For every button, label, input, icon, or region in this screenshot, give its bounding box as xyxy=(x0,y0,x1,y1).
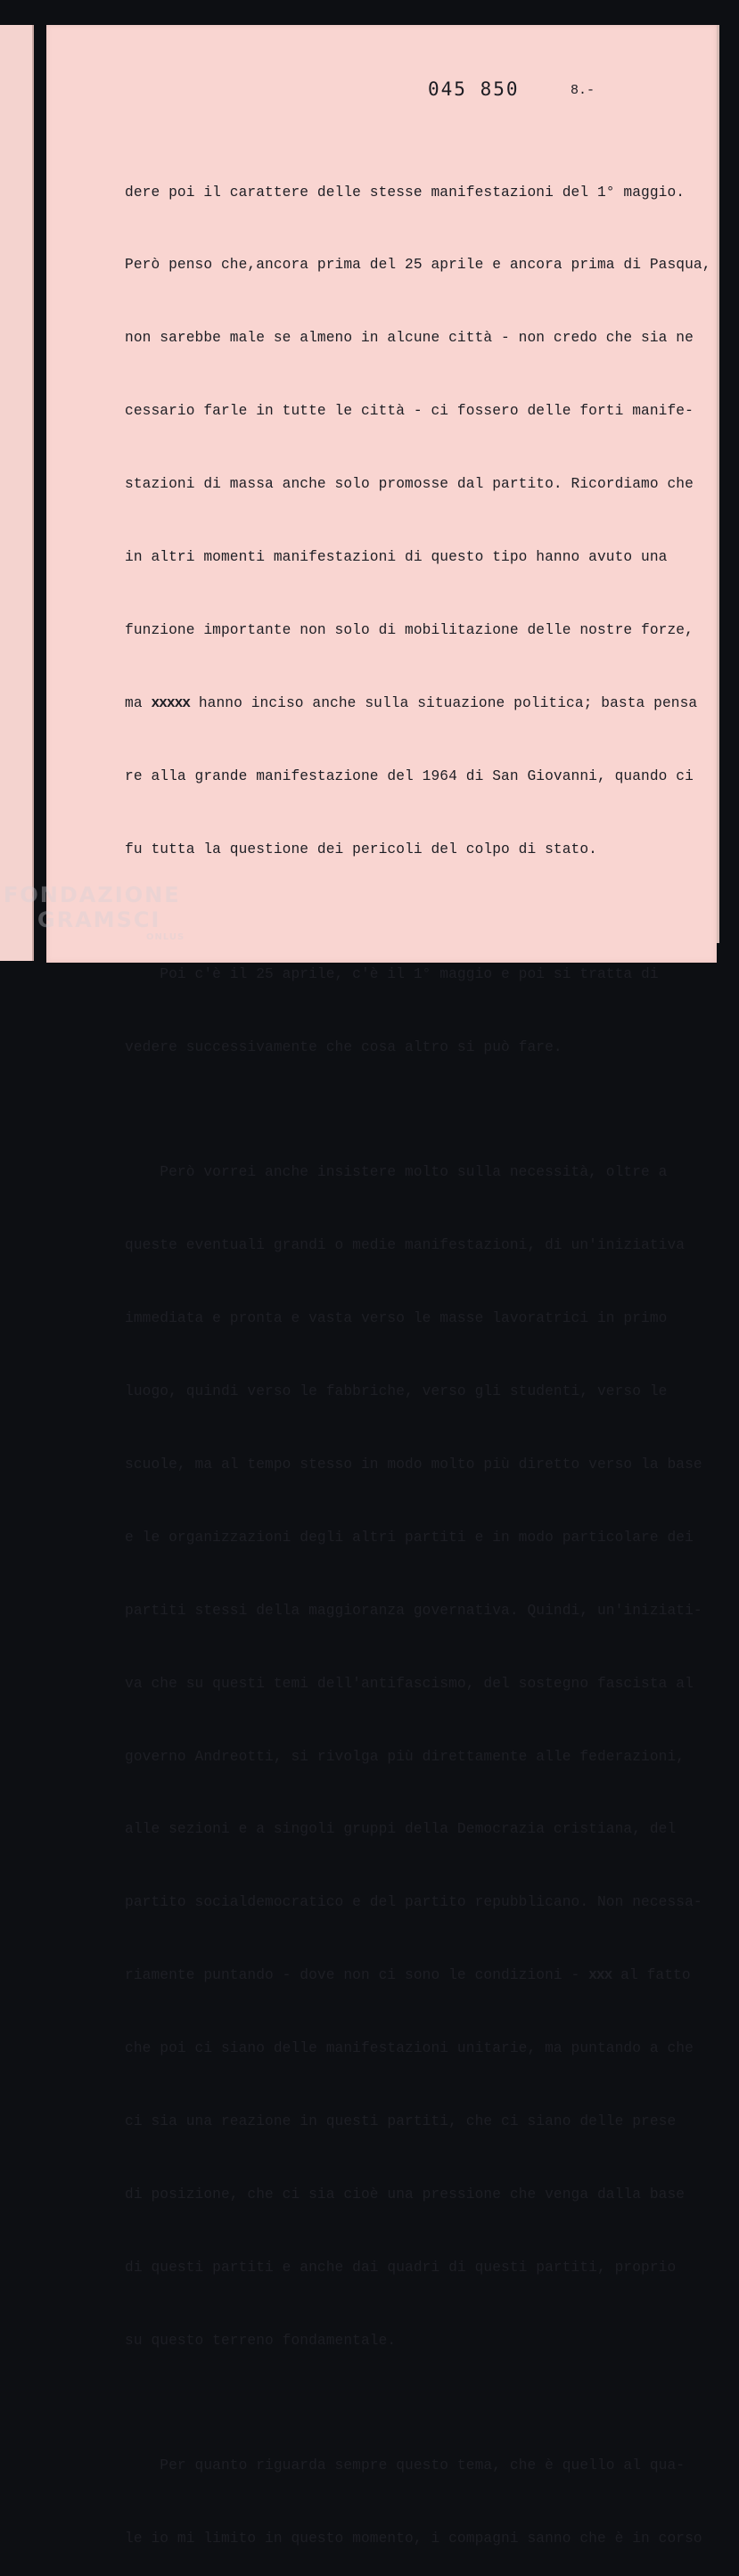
watermark-line: FONDAZIONE xyxy=(4,882,181,907)
text-line xyxy=(125,1964,704,1988)
text-line: ci sia una reazione in questi partiti, che ci siano delle prese xyxy=(125,2113,677,2130)
text-line: Però vorrei anche insistere molto sulla necessità, oltre a xyxy=(125,1164,668,1181)
text-line: scuole, ma al tempo stesso in modo molto più diretto verso la base xyxy=(125,1456,702,1473)
text-line: non sarebbe male se almeno in alcune città - non credo che sia ne xyxy=(125,330,694,347)
text-line: governo Andreotti, si rivolga più direttamente alle federazioni, xyxy=(125,1748,686,1765)
watermark-line: GRAMSCI xyxy=(37,907,161,932)
text-line: luogo, quindi verso le fabbriche, verso gli studenti, verso le xyxy=(125,1383,668,1400)
text-fragment: hanno inciso anche sulla situazione politica; basta pensa xyxy=(190,694,698,711)
text-line: le io mi limito in questo momento, i compagni sanno che è in corso xyxy=(125,2531,702,2547)
text-line: re alla grande manifestazione del 1964 di San Giovanni, quando ci xyxy=(125,767,694,784)
struck-word: xxxxx xyxy=(151,694,191,711)
archive-stamp-number: 045 850 xyxy=(428,78,520,100)
text-fragment: ma xyxy=(125,694,152,711)
text-line: immediata e pronta e vasta verso le masse lavoratrici in primo xyxy=(125,1310,668,1327)
text-line xyxy=(125,692,704,716)
text-fragment: riamente puntando - dove non ci sono le condizioni - xyxy=(125,1967,589,1984)
text-line: in altri momenti manifestazioni di questo tipo hanno avuto una xyxy=(125,549,668,566)
text-line: partito socialdemocratico e del partito repubblicano. Non necessa- xyxy=(125,1894,702,1911)
page-number: 8.- xyxy=(571,83,595,98)
text-line: alle sezioni e a singoli gruppi della Democrazia cristiana, del xyxy=(125,1821,677,1838)
text-line: su questo terreno fondamentale. xyxy=(125,2332,397,2349)
typed-text-body xyxy=(125,132,711,2576)
text-line: va che su questi temi dell'antifascismo, del sostegno fascista al xyxy=(125,1675,694,1692)
text-line: fu tutta la questione dei pericoli del colpo di stato. xyxy=(125,841,597,857)
text-line: funzione importante non solo di mobilitazione delle nostre forze, xyxy=(125,621,694,638)
text-line: queste eventuali grandi o medie manifestazioni, di un'iniziativa xyxy=(125,1237,686,1254)
text-line: di questi partiti e anche dai quadri di questi partiti, proprio xyxy=(125,2259,677,2276)
text-line: dere poi il carattere delle stesse manifestazioni del 1° maggio. xyxy=(125,184,686,201)
watermark-line: ONLUS xyxy=(146,932,185,942)
text-line: cessario farle in tutte le città - ci fossero delle forti manife- xyxy=(125,403,694,420)
text-line: stazioni di massa anche solo promosse dal partito. Ricordiamo che xyxy=(125,476,694,493)
text-line: di posizione, che ci sia cioè una pressione che venga dalla base xyxy=(125,2186,686,2203)
text-fragment: al fatto xyxy=(612,1967,691,1984)
text-line: che poi ci siano delle manifestazioni unitarie, ma puntando a che xyxy=(125,2040,694,2057)
watermark-logo xyxy=(4,882,185,942)
text-line: partiti stessi della maggioranza governativa. Quindi, un'iniziati- xyxy=(125,1602,702,1619)
text-line: Per quanto riguarda sempre questo tema, che è quello al qua- xyxy=(125,2457,686,2474)
left-page-edge xyxy=(0,25,34,961)
text-line: Poi c'è il 25 aprile, c'è il 1° maggio e poi si tratta di xyxy=(125,966,659,983)
right-page-edge xyxy=(717,25,719,943)
struck-word: xxx xyxy=(588,1967,612,1984)
text-line: vedere successivamente che cosa altro si può fare. xyxy=(125,1038,562,1055)
text-line: e le organizzazioni degli altri partiti e in modo particolare dei xyxy=(125,1529,694,1546)
text-line: Però penso che,ancora prima del 25 aprile e ancora prima di Pasqua, xyxy=(125,257,711,274)
